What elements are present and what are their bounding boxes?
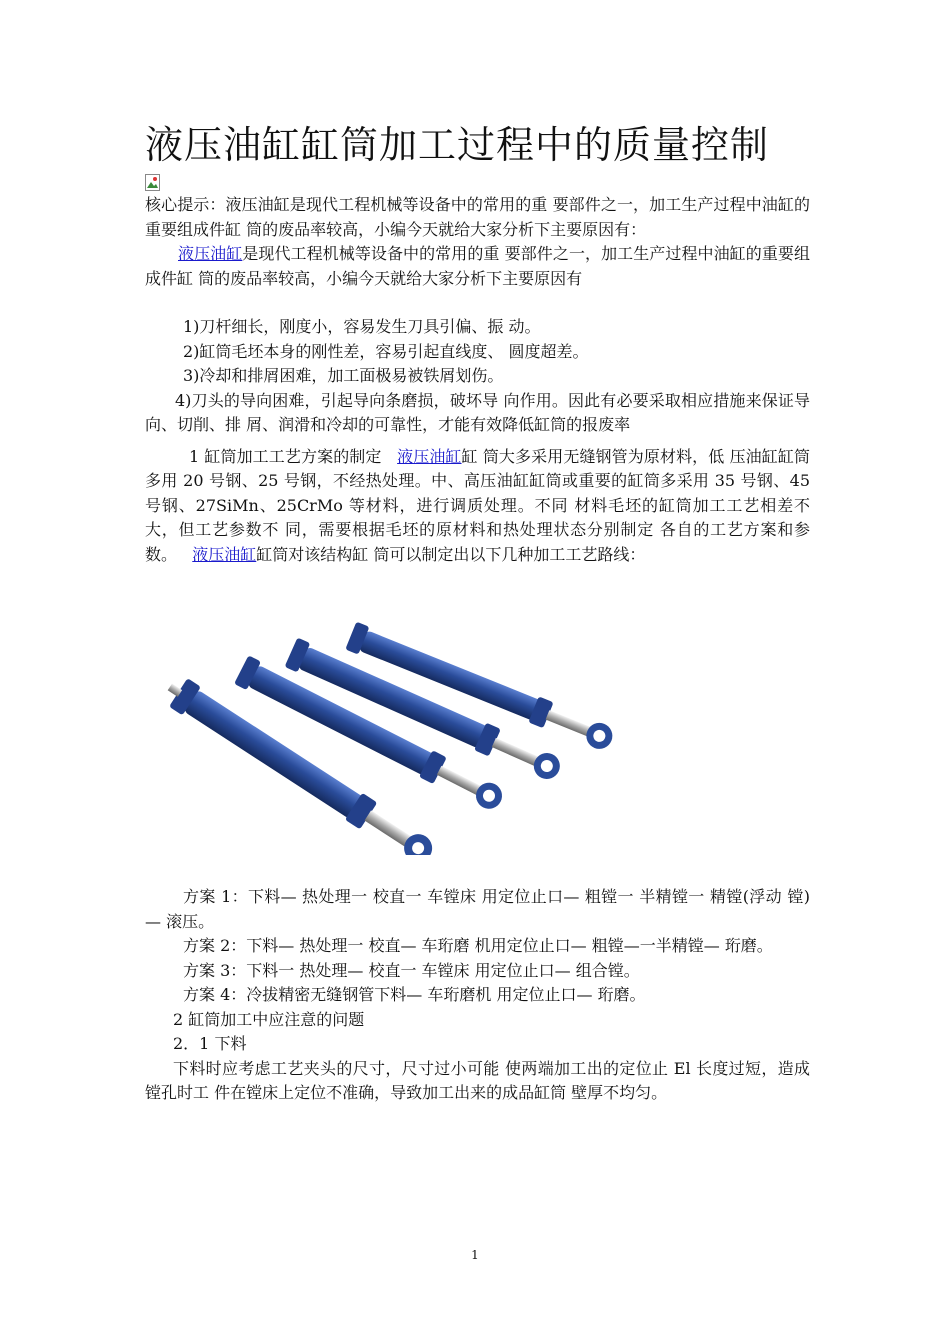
intro-text: 是现代工程机械等设备中的常用的重 要部件之一，加工生产过程中油缸的重要组成件缸 筒的废品率较高，小编今天就给大家分析下主要原因有	[145, 244, 810, 288]
intro-paragraph	[145, 242, 810, 291]
keyword-link[interactable]: 液压油缸	[397, 446, 462, 466]
section2-1-body: 下料时应考虑工艺夹头的尺寸，尺寸过小可能 使两端加工出的定位止 El 长度过短，造成镗孔时工 件在镗床上定位不准确，导致加工出来的成品缸筒 壁厚不均匀。	[145, 1058, 810, 1102]
hydraulic-cylinders-photo	[162, 605, 632, 855]
plan-item: 方案 3：下料一 热处理— 校直一 车镗床 用定位止口— 组合镗。	[183, 960, 640, 980]
section1-text: 缸筒对该结构缸 筒可以制定出以下几种加工工艺路线：	[256, 544, 646, 564]
keyword-link[interactable]: 液压油缸	[178, 244, 243, 263]
section2-heading: 2 缸筒加工中应注意的问题	[173, 1009, 365, 1029]
reason-item: 3)冷却和排屑困难，加工面极易被铁屑划伤。	[183, 366, 504, 385]
plan-item: 方案 1：下料— 热处理一 校直一 车镗床 用定位止口— 粗镗一 半精镗一 精镗(浮动 镗)— 滚压。	[145, 887, 810, 931]
keyword-link[interactable]: 液压油缸	[192, 544, 257, 564]
section1-text: 缸 筒大多采用无缝钢管为原材料，低 压油缸缸筒多用 20 号钢、25 号钢，不经热处理。中、高压油缸缸筒或重要的缸筒多采用 35 号钢、45 号钢、27SiMn、25CrMo 等材料，进行调质处理。不同 材料毛坯的缸筒加工工艺相差不大，但工艺参数不 同，需要根据毛坯的原材料和热处理状态分别制定 各自的工艺方案和参数。	[145, 446, 810, 564]
section2-1-heading: 2．1 下料	[173, 1034, 247, 1053]
summary-text: 核心提示：液压油缸是现代工程机械等设备中的常用的重 要部件之一，加工生产过程中油缸的重要组成件缸 筒的废品率较高，小编今天就给大家分析下主要原因有：	[145, 195, 810, 239]
reason-item: 4)刀头的导向困难，引起导向条磨损，破坏导 向作用。因此有必要采取相应措施来保证导向、切削、排 屑、润滑和冷却的可靠性，才能有效降低缸筒的报废率	[145, 390, 810, 434]
plan-item: 方案 2：下料— 热处理一 校直— 车珩磨 机用定位止口— 粗镗—一半精镗— 珩磨。	[183, 936, 773, 955]
section1-paragraph	[145, 445, 810, 568]
reason-item: 2)缸筒毛坯本身的刚性差，容易引起直线度、 圆度超差。	[183, 341, 589, 361]
page-title: 液压油缸缸筒加工过程中的质量控制	[145, 123, 770, 167]
section1-lead: 1 缸筒加工工艺方案的制定	[189, 446, 387, 466]
document-page	[145, 120, 810, 1106]
plan-item: 方案 4：冷拔精密无缝钢管下料— 车珩磨机 用定位止口— 珩磨。	[183, 985, 646, 1004]
broken-image-icon	[145, 174, 160, 191]
page-number: 1	[471, 1248, 479, 1262]
reason-item: 1)刀杆细长，刚度小，容易发生刀具引偏、振 动。	[183, 317, 541, 336]
spacer	[145, 291, 810, 315]
